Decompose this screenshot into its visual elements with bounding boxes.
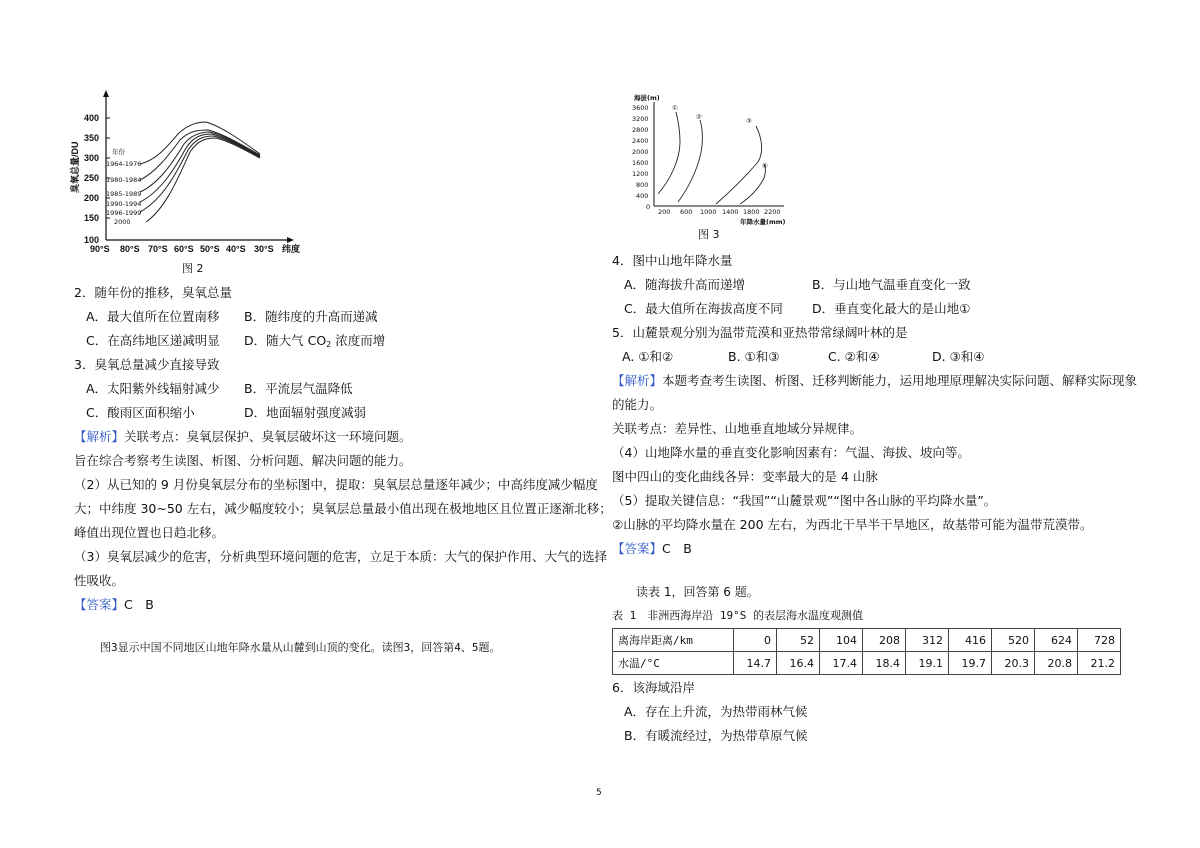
q5-option-a: A. ①和② xyxy=(622,349,674,364)
q5-option-b: B. ①和③ xyxy=(728,349,780,364)
q3-option-c: C．酸雨区面积缩小 xyxy=(86,405,195,420)
table-cell: 19.7 xyxy=(949,652,992,675)
analysis-left-line: （2）从已知的 9 月份臭氧层分布的坐标图中，提取：臭氧层总量逐年减少；中高纬度减少幅度 xyxy=(74,477,598,492)
fig3-curve-3 xyxy=(716,126,762,204)
fig2-curve xyxy=(140,136,260,212)
q6-option-b: B．有暖流经过，为热带草原气候 xyxy=(624,728,808,743)
fig3-curve-label: ① xyxy=(672,104,678,112)
fig3-curve-4 xyxy=(740,164,766,204)
fig3-xtick: 1400 xyxy=(722,208,739,216)
fig2-legend-title: 年份 xyxy=(112,148,125,156)
table-cell: 水温/°C xyxy=(613,652,734,675)
answer-left: 【答案】C B xyxy=(74,597,154,612)
fig3-ytick: 800 xyxy=(636,181,649,189)
q5-option-d: D. ③和④ xyxy=(932,349,985,364)
fig2-ytick: 150 xyxy=(84,213,100,223)
fig2-xtick: 30°S xyxy=(254,244,274,254)
table-title: 表 1 非洲西海岸沿 19°S 的表层海水温度观测值 xyxy=(612,609,863,622)
fig3-y-ticks xyxy=(632,104,650,211)
q4-option-c: C．最大值所在海拔高度不同 xyxy=(624,301,783,316)
q2-option-d: D．随大气 $CO_2$ 浓度而增 xyxy=(244,333,386,349)
table-cell: 14.7 xyxy=(734,652,777,675)
fig3-curve-label: ③ xyxy=(746,117,752,125)
question-4-stem: 4．图中山地年降水量 xyxy=(612,253,733,268)
table-cell: 52 xyxy=(777,629,820,652)
page-number: 5 xyxy=(596,788,602,798)
fig2-series-label: 1985-1989 xyxy=(106,190,142,198)
analysis-left-line: 性吸收。 xyxy=(74,573,125,588)
table-cell: 19.1 xyxy=(906,652,949,675)
fig2-series-label: 1980-1984 xyxy=(106,176,142,184)
q2-option-c: C．在高纬地区递减明显 xyxy=(86,333,220,348)
fig2-xtick: 80°S xyxy=(120,244,140,254)
fig2-xtick: 50°S xyxy=(200,244,220,254)
analysis-left-line: 峰值出现位置也日趋北移。 xyxy=(74,525,225,540)
table-cell: 20.3 xyxy=(992,652,1035,675)
table-cell: 104 xyxy=(820,629,863,652)
q3-option-b: B．平流层气温降低 xyxy=(244,381,353,396)
fig2-series-label: 1996-1999 xyxy=(106,209,142,217)
fig3-ytick: 0 xyxy=(646,203,651,211)
table-cell: 18.4 xyxy=(863,652,906,675)
fig3-curve-2 xyxy=(678,120,702,202)
table-cell: 0 xyxy=(734,629,777,652)
fig2-curve xyxy=(140,134,260,202)
analysis-right-line: （5）提取关键信息：“我国”“山麓景观”“图中各山脉的平均降水量”。 xyxy=(612,493,997,508)
question-5-stem: 5．山麓景观分别为温带荒漠和亚热带常绿阔叶林的是 xyxy=(612,325,908,340)
fig2-y-axis-label: 臭氧总量/DU xyxy=(70,141,80,193)
table-cell: 728 xyxy=(1078,629,1121,652)
fig3-xtick: 2200 xyxy=(764,208,781,216)
fig3-curve-1 xyxy=(658,112,680,194)
fig3-curve-label: ② xyxy=(696,113,702,121)
q4-option-a: A．随海拔升高而递增 xyxy=(624,277,746,292)
q3-option-d: D．地面辐射强度减弱 xyxy=(244,405,367,420)
figure-2-caption: 图 2 xyxy=(182,262,204,275)
table-cell: 208 xyxy=(863,629,906,652)
fig2-xtick: 40°S xyxy=(226,244,246,254)
table-cell: 21.2 xyxy=(1078,652,1121,675)
answer-right: 【答案】C B xyxy=(612,541,692,556)
question-2-stem: 2．随年份的推移，臭氧总量 xyxy=(74,285,232,300)
question-3-stem: 3．臭氧总量减少直接导致 xyxy=(74,357,220,372)
fig3-curve-label: ④ xyxy=(762,162,768,170)
figure-3-intro: 图3显示中国不同地区山地年降水量从山麓到山顶的变化。读图3，回答第4、5题。 xyxy=(100,641,501,654)
analysis-right-line: （4）山地降水量的垂直变化影响因素有：气温、海拔、坡向等。 xyxy=(612,445,970,460)
fig2-ytick: 250 xyxy=(84,173,100,183)
table-cell: 20.8 xyxy=(1035,652,1078,675)
table-cell: 17.4 xyxy=(820,652,863,675)
analysis-right-line: 图中四山的变化曲线各异：变率最大的是 4 山脉 xyxy=(612,469,878,484)
analysis-left-line: （3）臭氧层减少的危害，分析典型环境问题的危害，立足于本质：大气的保护作用、大气的选择 xyxy=(74,549,607,564)
q5-option-c: C. ②和④ xyxy=(828,349,880,364)
fig2-ytick: 300 xyxy=(84,153,100,163)
analysis-right-line: 的能力。 xyxy=(612,397,663,412)
table-cell: 16.4 xyxy=(777,652,820,675)
analysis-right-line: 关联考点：差异性、山地垂直地域分异规律。 xyxy=(612,421,863,436)
fig3-ytick: 400 xyxy=(636,192,649,200)
table-intro: 读表 1，回答第 6 题。 xyxy=(636,585,759,599)
table-cell: 离海岸距离/km xyxy=(613,629,734,652)
fig3-x-ticks xyxy=(658,208,786,226)
analysis-left-line: 旨在综合考察考生读图、析图、分析问题、解决问题的能力。 xyxy=(74,453,412,468)
fig3-ytick: 3600 xyxy=(632,104,649,112)
fig2-series-label: 2000 xyxy=(114,218,131,226)
fig3-ytick: 2800 xyxy=(632,126,649,134)
fig3-x-axis-label: 年降水量(mm) xyxy=(740,218,786,226)
fig2-ytick: 100 xyxy=(84,235,100,245)
fig2-curve xyxy=(140,122,260,164)
fig3-ytick: 2000 xyxy=(632,148,649,156)
figure-3-precipitation-chart xyxy=(622,90,802,230)
fig2-x-ticks xyxy=(90,243,300,254)
sea-temperature-table xyxy=(612,628,1121,675)
fig3-y-axis-label: 海拔(m) xyxy=(634,94,660,102)
fig2-series-label: 1990-1994 xyxy=(106,200,142,208)
figure-2-ozone-chart xyxy=(68,88,318,258)
fig2-xtick: 70°S xyxy=(148,244,168,254)
analysis-left-line: 【解析】关联考点：臭氧层保护、臭氧层破坏这一环境问题。 xyxy=(74,429,412,444)
fig2-x-axis-label: 纬度 xyxy=(282,244,301,254)
fig2-xtick: 60°S xyxy=(174,244,194,254)
q6-option-a: A．存在上升流，为热带雨林气候 xyxy=(624,704,808,719)
fig3-ytick: 1200 xyxy=(632,170,649,178)
fig3-xtick: 600 xyxy=(680,208,693,216)
q4-option-d: D．垂直变化最大的是山地① xyxy=(812,301,971,316)
q4-option-b: B．与山地气温垂直变化一致 xyxy=(812,277,971,292)
table-cell: 624 xyxy=(1035,629,1078,652)
fig3-xtick: 200 xyxy=(658,208,671,216)
fig2-ytick: 200 xyxy=(84,193,100,203)
analysis-right-line: ②山脉的平均降水量在 200 左右，为西北干旱半干旱地区，故基带可能为温带荒漠带。 xyxy=(612,517,1093,532)
question-6-stem: 6．该海域沿岸 xyxy=(612,680,695,695)
fig2-ytick: 350 xyxy=(84,133,100,143)
analysis-right-line: 【解析】本题考查考生读图、析图、迁移判断能力，运用地理原理解决实际问题、解释实际现象 xyxy=(612,373,1138,388)
fig3-ytick: 2400 xyxy=(632,137,649,145)
fig2-xtick: 90°S xyxy=(90,244,110,254)
fig3-xtick: 1800 xyxy=(743,208,760,216)
fig2-series-label: 1964-1976 xyxy=(106,160,142,168)
fig3-ytick: 3200 xyxy=(632,115,649,123)
q2-option-a: A．最大值所在位置南移 xyxy=(86,309,220,324)
table-cell: 520 xyxy=(992,629,1035,652)
figure-3-caption: 图 3 xyxy=(698,228,720,241)
q3-option-a: A．太阳紫外线辐射减少 xyxy=(86,381,220,396)
fig3-xtick: 1000 xyxy=(700,208,717,216)
fig3-ytick: 1600 xyxy=(632,159,649,167)
q2-option-b: B．随纬度的升高而递减 xyxy=(244,309,378,324)
table-cell: 312 xyxy=(906,629,949,652)
table-row xyxy=(613,652,1121,675)
fig2-ytick: 400 xyxy=(84,113,100,123)
table-cell: 416 xyxy=(949,629,992,652)
analysis-left-line: 大；中纬度 30~50 左右，减少幅度较小；臭氧层总量最小值出现在极地地区且位置正逐渐北移； xyxy=(74,501,612,516)
table-row xyxy=(613,629,1121,652)
